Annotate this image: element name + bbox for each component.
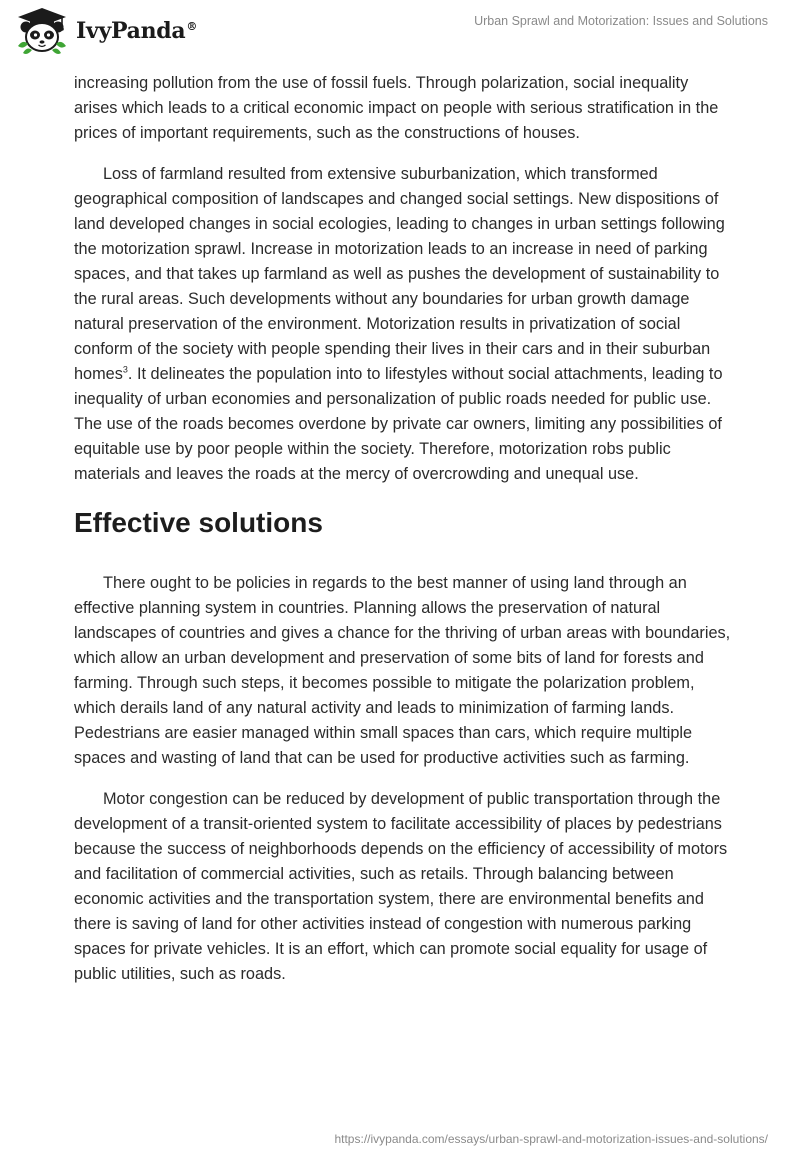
footnote-reference[interactable]: 3 bbox=[122, 364, 128, 375]
section-heading: Effective solutions bbox=[74, 507, 323, 538]
brand-name: IvyPanda® bbox=[76, 18, 198, 44]
paragraph-farmland-loss bbox=[74, 162, 734, 487]
paragraph-public-transportation: Motor congestion can be reduced by development of public transportation through the development of a transit-oriented system to facilitate accessibility of places by pedestrians because the success of neighborhoods depends on the efficiency of accessibility of motors and facilitation of commercial activities, such as retails. Through balancing between economic activities and the transportation system, there are environmental benefits and there is saving of land for other activities instead of congestion with numerous parking spaces for private vehicles. It is an effort, which can promote social equality for usage of public utilities, such as roads. bbox=[74, 790, 728, 983]
source-url[interactable]: https://ivypanda.com/essays/urban-sprawl-and-motorization-issues-and-solutions/ bbox=[334, 1132, 768, 1146]
essay-body bbox=[74, 71, 734, 1003]
panda-graduate-icon bbox=[14, 6, 70, 56]
ivypanda-logo[interactable] bbox=[14, 6, 197, 56]
paragraph-continuation: increasing pollution from the use of fossil fuels. Through polarization, social inequality arises which leads to a critical economic impact on people with serious stratification in the prices of important requirements, such as the constructions of houses. bbox=[74, 74, 719, 142]
paragraph-text: . It delineates the population into to lifestyles without social attachments, leading to inequality of urban economies and personalization of public roads needed for public use. The use of the roads becomes overdone by private car owners, limiting any possibilities of equitable use by poor people within the society. Therefore, motorization robs public materials and leaves the roads at the mercy of overcrowding and unequal use. bbox=[74, 365, 723, 483]
page-header bbox=[0, 0, 800, 62]
registered-mark: ® bbox=[186, 19, 198, 33]
paragraph-planning-policies: There ought to be policies in regards to the best manner of using land through an effective planning system in countries. Planning allows the preservation of natural landscapes of countries and gives a chance for the thriving of urban areas with boundaries, which allow an urban development and preservation of some bits of land for forests and farming. Through such steps, it becomes possible to mitigate the polarization problem, which derails land of any natural activity and leads to minimization of farming lands. Pedestrians are easier managed within small spaces than cars, which require multiple spaces and wasting of land that can be used for productive activities such as farming. bbox=[74, 574, 731, 767]
paragraph-text: Loss of farmland resulted from extensive suburbanization, which transformed geographical composition of landscapes and changed social settings. New dispositions of land developed changes in social ecologies, leading to changes in urban settings following the motorization sprawl. Increase in motorization leads to an increase in need of parking spaces, and that takes up farmland as well as pushes the development of sustainability to the rural areas. Such developments without any boundaries for urban growth damage natural preservation of the environment. Motorization results in privatization of social conform of the society with people spending their lives in their cars and in their suburban homes bbox=[74, 165, 725, 383]
document-title: Urban Sprawl and Motorization: Issues and Solutions bbox=[474, 14, 768, 28]
